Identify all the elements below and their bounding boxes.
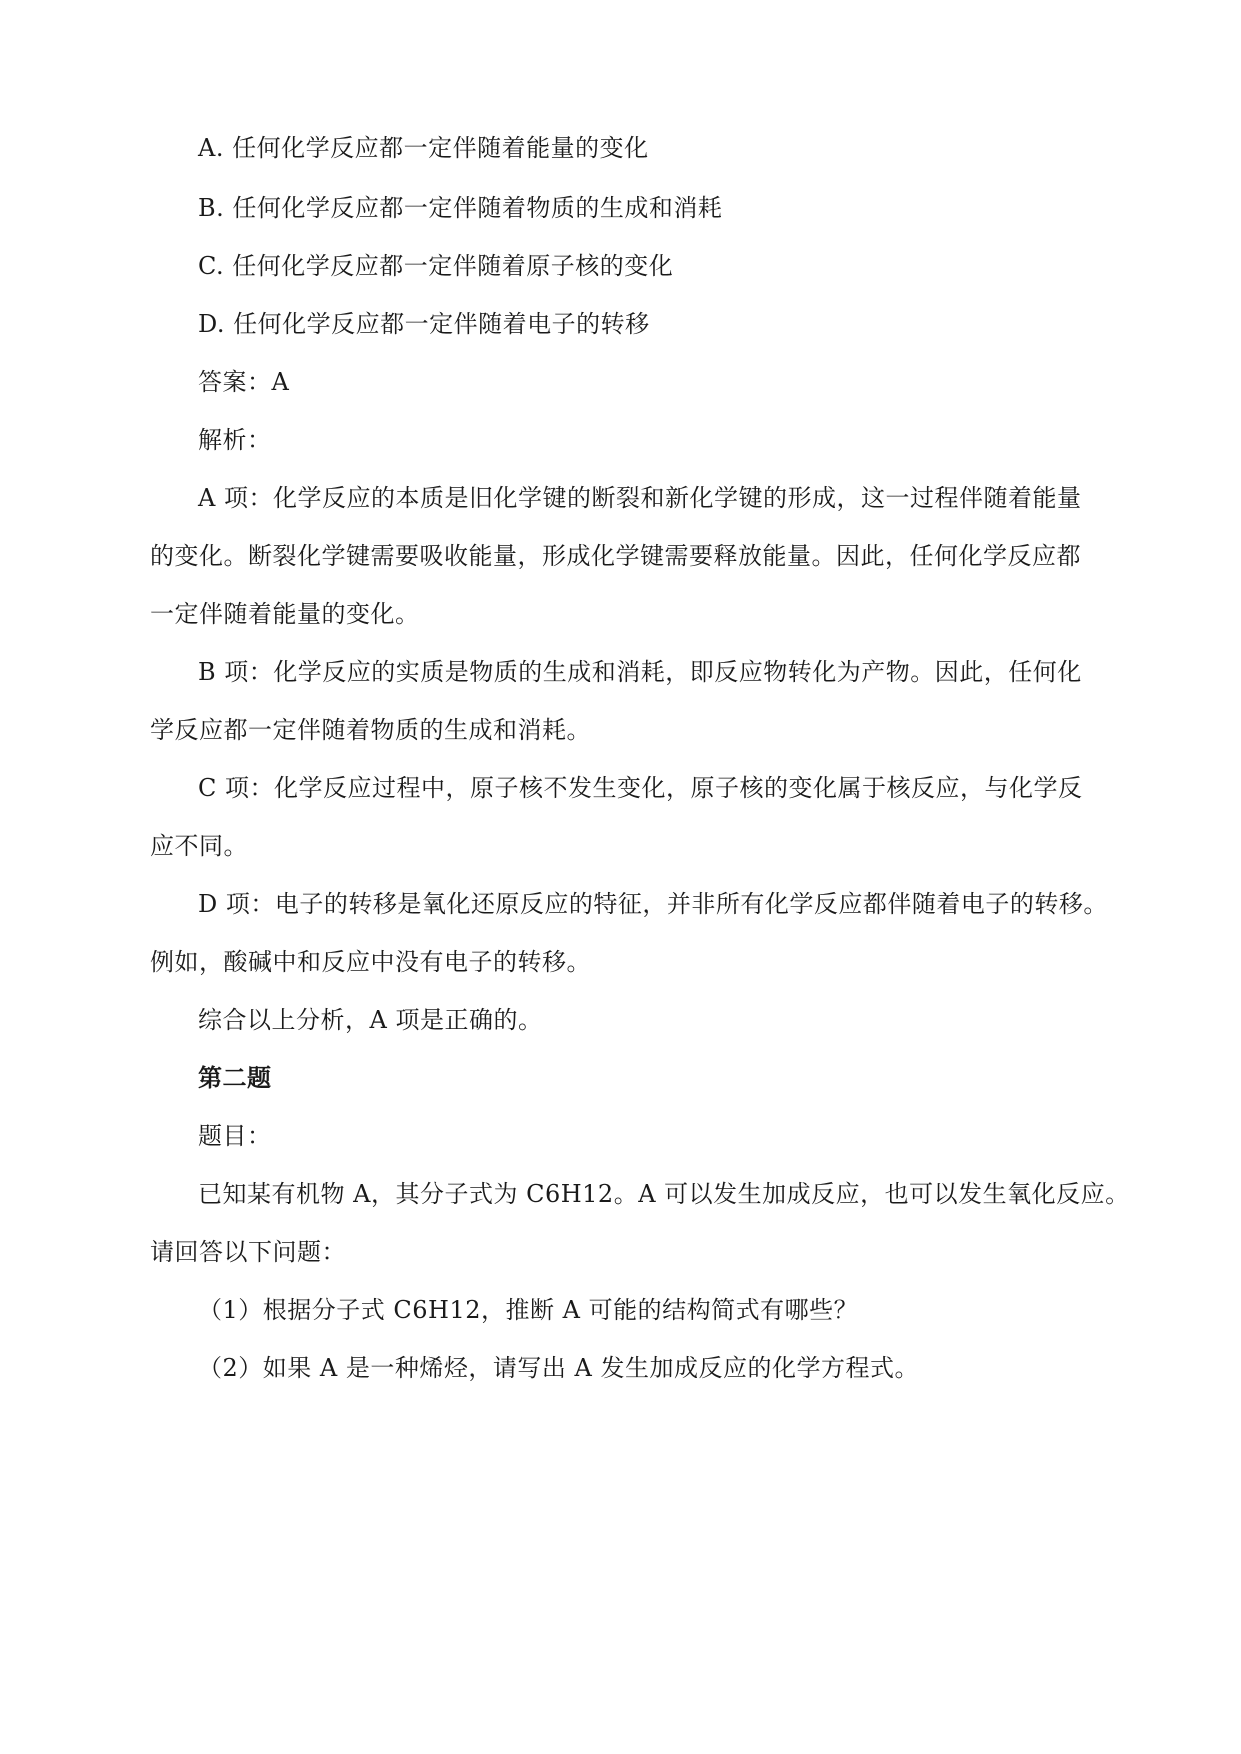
analysis-c-line-2: 应不同。	[150, 832, 248, 860]
analysis-c-line-1: C 项：化学反应过程中，原子核不发生变化，原子核的变化属于核反应，与化学反	[198, 774, 1083, 802]
analysis-label: 解析：	[198, 426, 272, 454]
option-b: B. 任何化学反应都一定伴随着物质的生成和消耗	[198, 194, 723, 222]
analysis-a-line-2: 的变化。断裂化学键需要吸收能量，形成化学键需要释放能量。因此，任何化学反应都	[150, 542, 1081, 570]
answer-line: 答案：A	[198, 368, 290, 396]
analysis-d-line-2: 例如，酸碱中和反应中没有电子的转移。	[150, 948, 591, 976]
analysis-b-line-1: B 项：化学反应的实质是物质的生成和消耗，即反应物转化为产物。因此，任何化	[198, 658, 1082, 686]
subquestion-2: （2）如果 A 是一种烯烃，请写出 A 发生加成反应的化学方程式。	[198, 1354, 919, 1382]
analysis-b-line-2: 学反应都一定伴随着物质的生成和消耗。	[150, 716, 591, 744]
option-c: C. 任何化学反应都一定伴随着原子核的变化	[198, 252, 674, 280]
analysis-conclusion: 综合以上分析，A 项是正确的。	[198, 1006, 543, 1034]
analysis-a-line-1: A 项：化学反应的本质是旧化学键的断裂和新化学键的形成，这一过程伴随着能量	[198, 484, 1082, 512]
question-2-label: 题目：	[198, 1122, 272, 1150]
question-2-stem-line-2: 请回答以下问题：	[150, 1238, 346, 1266]
question-2-stem-line-1: 已知某有机物 A，其分子式为 C6H12。A 可以发生加成反应，也可以发生氧化反应。	[198, 1180, 1130, 1208]
analysis-a-line-3: 一定伴随着能量的变化。	[150, 600, 420, 628]
question-2-heading: 第二题	[198, 1064, 272, 1092]
option-a: A. 任何化学反应都一定伴随着能量的变化	[198, 134, 649, 162]
subquestion-1: （1）根据分子式 C6H12，推断 A 可能的结构简式有哪些？	[198, 1296, 859, 1324]
analysis-d-line-1: D 项：电子的转移是氧化还原反应的特征，并非所有化学反应都伴随着电子的转移。	[198, 890, 1108, 918]
option-d: D. 任何化学反应都一定伴随着电子的转移	[198, 310, 650, 338]
